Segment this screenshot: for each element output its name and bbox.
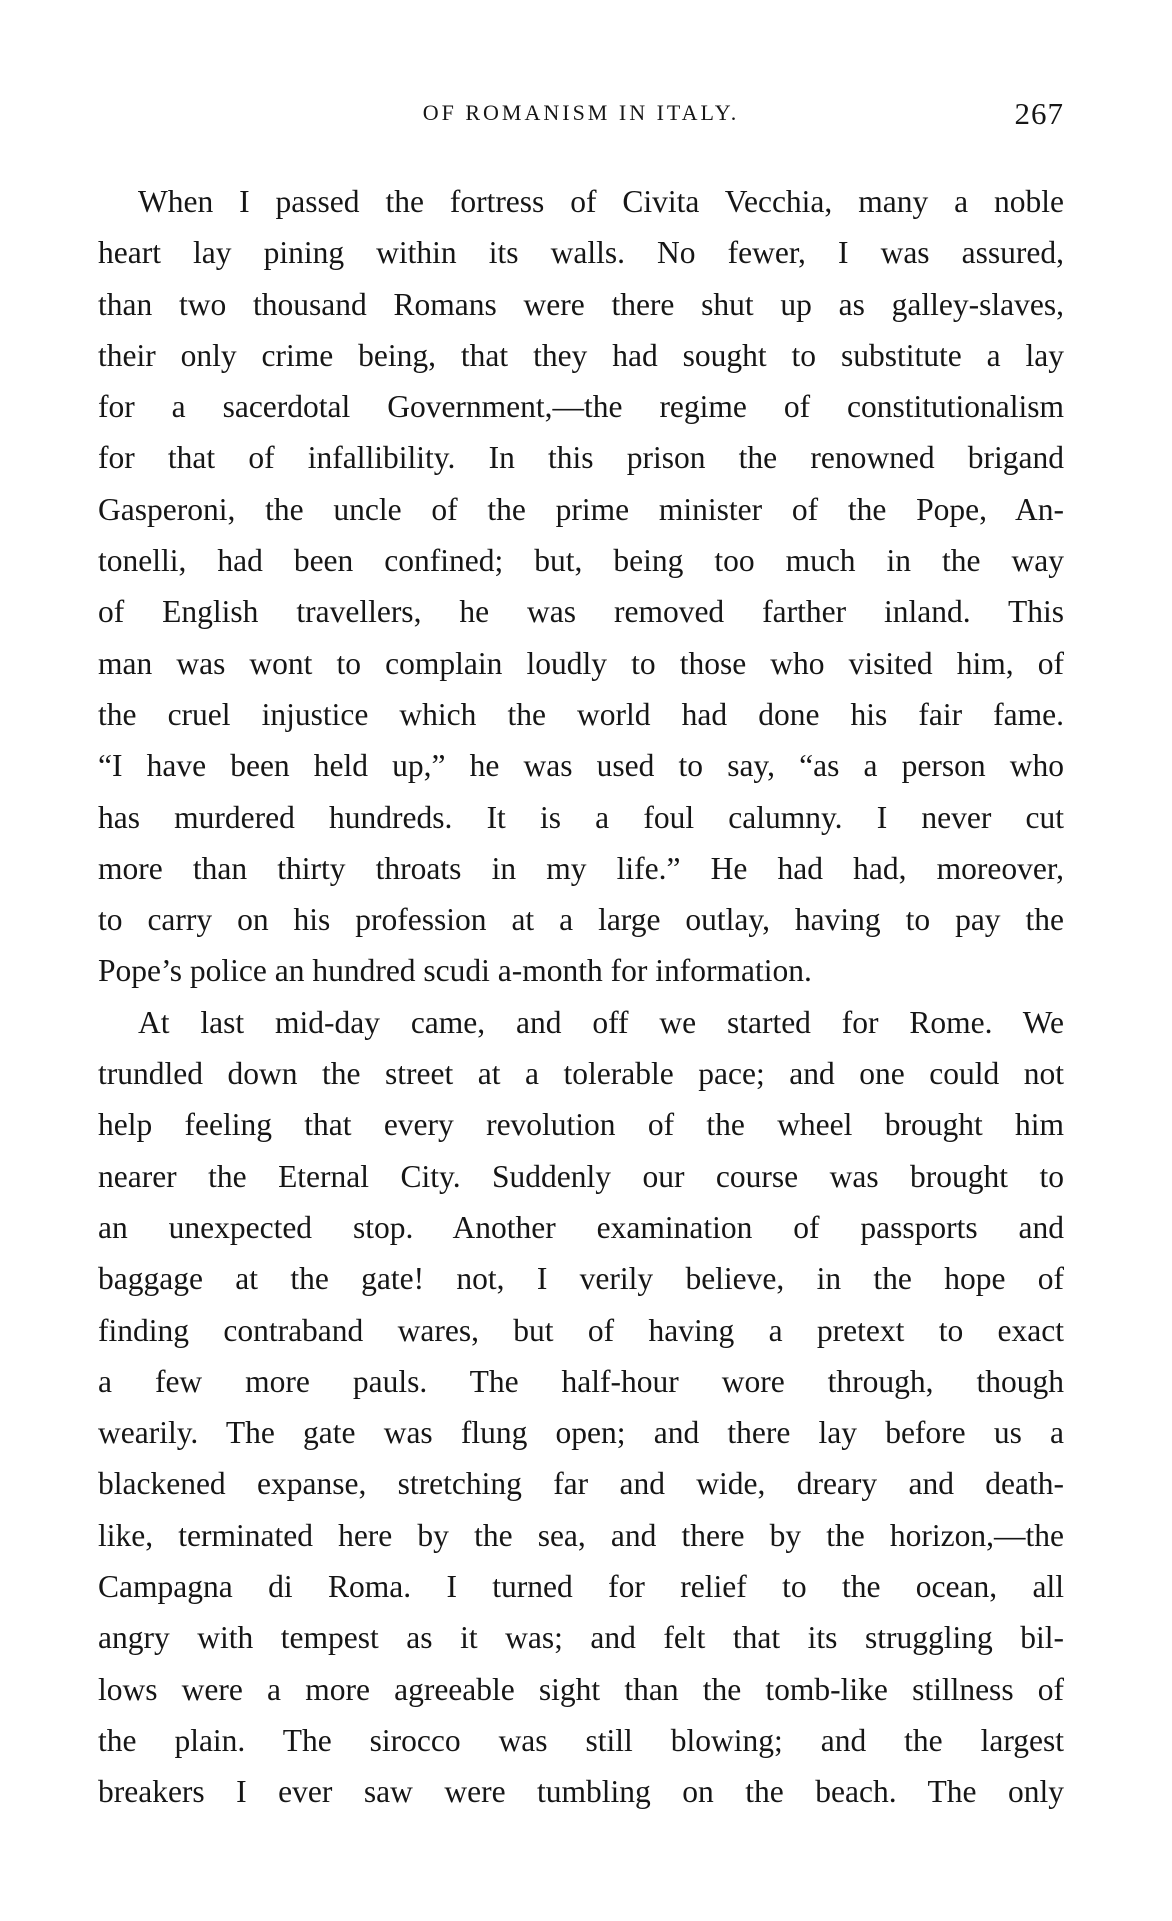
text-line: finding contraband wares, but of having a pretext to exact: [98, 1312, 1064, 1348]
text-line: wearily. The gate was flung open; and there lay before us a: [98, 1415, 1064, 1451]
text-line: than two thousand Romans were there shut up as galley-slaves,: [98, 286, 1064, 322]
text-line: a few more pauls. The half-hour wore through, though: [98, 1363, 1064, 1399]
paragraph: [98, 997, 1064, 1818]
running-title: OF ROMANISM IN ITALY.: [422, 100, 740, 125]
text-line: for a sacerdotal Government,—the regime of constitutionalism: [98, 389, 1064, 425]
text-line: has murdered hundreds. It is a foul calumny. I never cut: [98, 799, 1064, 835]
text-line: lows were a more agreeable sight than the tomb-like stillness of: [98, 1671, 1064, 1707]
text-line: baggage at the gate! not, I verily believe, in the hope of: [98, 1261, 1064, 1297]
text-line: their only crime being, that they had sought to substitute a lay: [98, 337, 1064, 373]
text-line: breakers I ever saw were tumbling on the beach. The only: [98, 1774, 1064, 1810]
text-line: help feeling that every revolution of the wheel brought him: [98, 1107, 1064, 1143]
text-line: of English travellers, he was removed farther inland. This: [98, 594, 1064, 630]
text-line: nearer the Eternal City. Suddenly our course was brought to: [98, 1158, 1064, 1194]
page-number: 267: [1014, 96, 1064, 131]
text-line: trundled down the street at a tolerable pace; and one could not: [98, 1056, 1064, 1092]
text-line: Gasperoni, the uncle of the prime minister of the Pope, An-: [98, 491, 1064, 527]
running-head: [98, 96, 1064, 136]
text-line: Pope’s police an hundred scudi a-month for information.: [98, 953, 812, 989]
text-line: the plain. The sirocco was still blowing; and the largest: [98, 1722, 1064, 1758]
text-line: more than thirty throats in my life.” He had had, moreover,: [98, 850, 1064, 886]
text-line: tonelli, had been confined; but, being too much in the way: [98, 543, 1064, 579]
text-line: blackened expanse, stretching far and wide, dreary and death-: [98, 1466, 1064, 1502]
text-line: At last mid-day came, and off we started for Rome. We: [138, 1004, 1064, 1040]
body-text: [98, 176, 1064, 1818]
text-line: Campagna di Roma. I turned for relief to the ocean, all: [98, 1569, 1064, 1605]
text-line: to carry on his profession at a large outlay, having to pay the: [98, 902, 1064, 938]
text-line: angry with tempest as it was; and felt that its struggling bil-: [98, 1620, 1064, 1656]
text-line: heart lay pining within its walls. No fewer, I was assured,: [98, 235, 1064, 271]
text-line: “I have been held up,” he was used to say, “as a person who: [98, 748, 1064, 784]
text-line: the cruel injustice which the world had done his fair fame.: [98, 696, 1064, 732]
paragraph: [98, 176, 1064, 997]
text-line: When I passed the fortress of Civita Vecchia, many a noble: [138, 184, 1064, 219]
text-line: man was wont to complain loudly to those who visited him, of: [98, 645, 1064, 681]
text-line: an unexpected stop. Another examination of passports and: [98, 1209, 1064, 1245]
text-line: for that of infallibility. In this prison the renowned brigand: [98, 440, 1064, 476]
text-line: like, terminated here by the sea, and there by the horizon,—the: [98, 1517, 1064, 1553]
